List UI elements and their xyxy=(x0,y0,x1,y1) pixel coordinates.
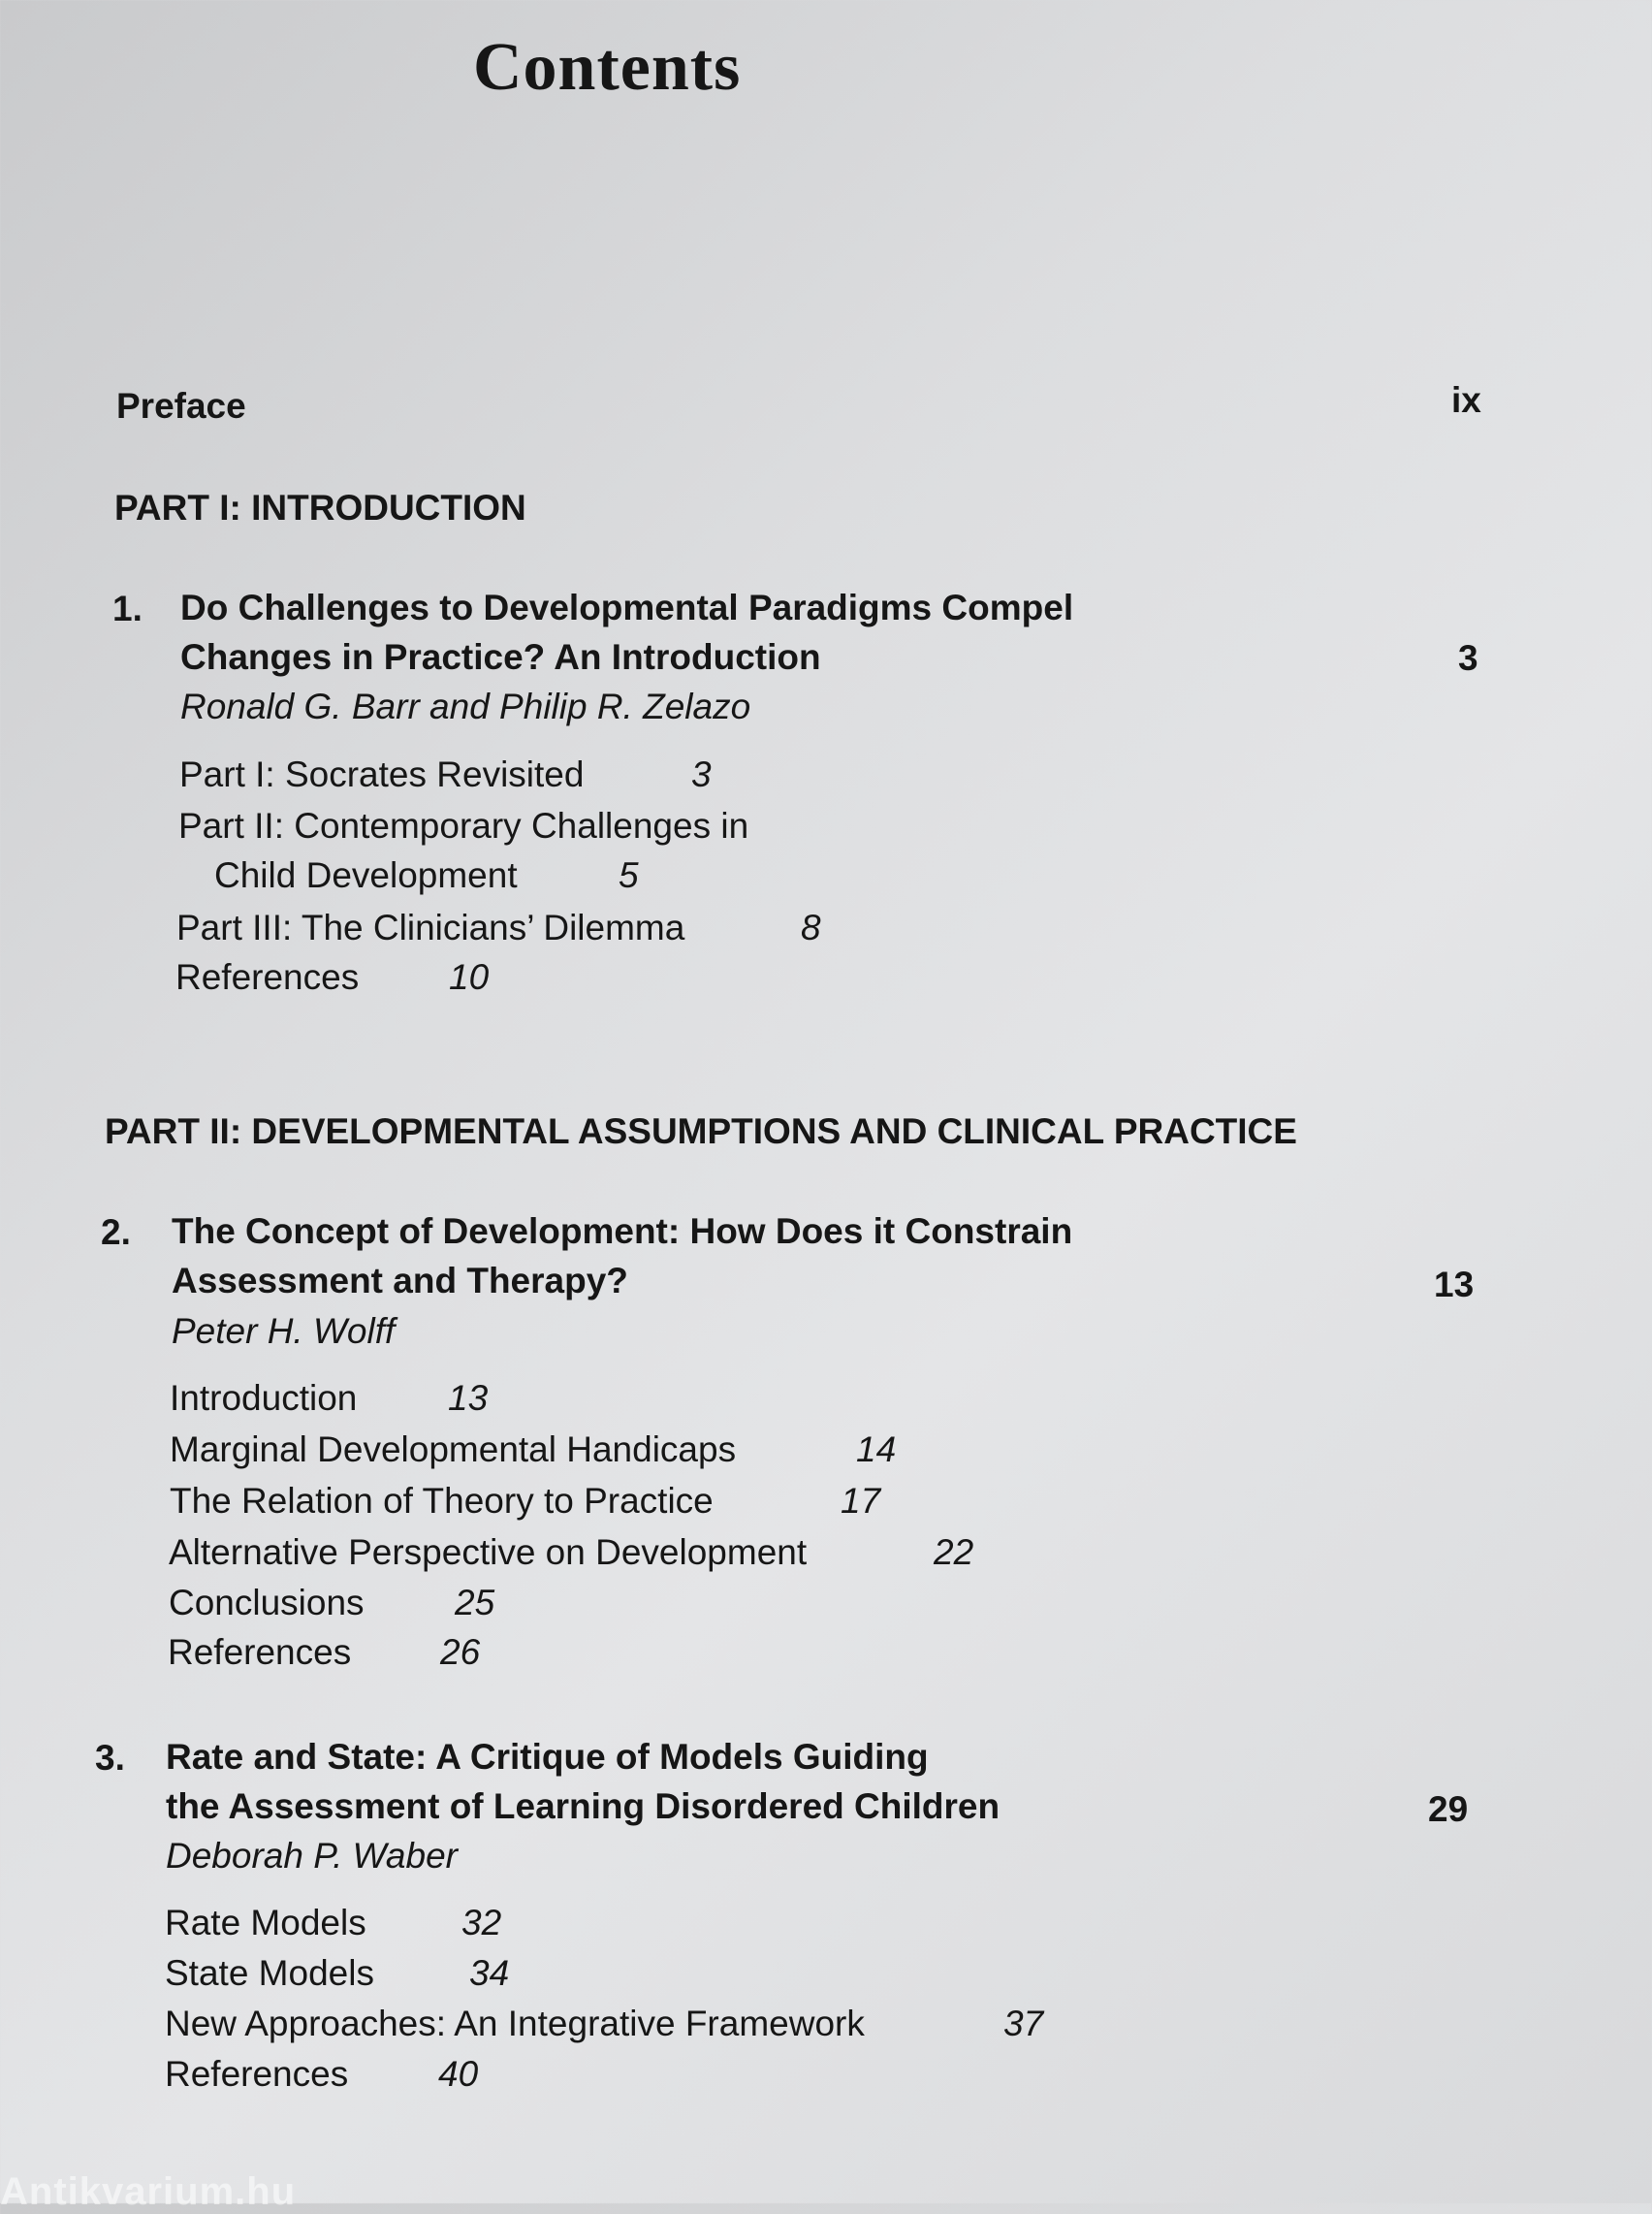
chapter-title-line: Changes in Practice? An Introduction xyxy=(180,637,821,677)
chapter-number: 3. xyxy=(95,1738,125,1778)
chapter-page: 13 xyxy=(1434,1265,1475,1304)
watermark-text: Antikvarium.hu xyxy=(0,2170,297,2213)
section-page: 32 xyxy=(461,1903,502,1942)
part-heading: PART II: DEVELOPMENTAL ASSUMPTIONS AND CLINICAL PRACTICE xyxy=(105,1111,1297,1151)
section-label: The Relation of Theory to Practice xyxy=(170,1481,714,1521)
section-label: Part III: The Clinicians’ Dilemma xyxy=(176,908,685,947)
section-label: State Models xyxy=(165,1953,374,1993)
section-page: 40 xyxy=(438,2054,479,2094)
section-label: Child Development xyxy=(214,855,518,895)
section-label: Rate Models xyxy=(165,1903,366,1942)
section-page: 22 xyxy=(934,1532,974,1572)
chapter-title-line: Do Challenges to Developmental Paradigms Compel xyxy=(180,588,1074,627)
chapter-title-line: Rate and State: A Critique of Models Guiding xyxy=(166,1737,929,1777)
chapter-author: Peter H. Wolff xyxy=(172,1311,396,1351)
section-page: 25 xyxy=(455,1583,495,1622)
section-label: Alternative Perspective on Development xyxy=(169,1532,808,1572)
section-label: Marginal Developmental Handicaps xyxy=(170,1429,737,1469)
chapter-author: Ronald G. Barr and Philip R. Zelazo xyxy=(180,687,751,726)
section-page: 34 xyxy=(469,1953,510,1993)
section-label: Conclusions xyxy=(169,1583,365,1622)
chapter-title-line: the Assessment of Learning Disordered Children xyxy=(166,1786,1001,1826)
chapter-author: Deborah P. Waber xyxy=(166,1836,458,1876)
chapter-title-line: The Concept of Development: How Does it Constrain xyxy=(172,1211,1073,1251)
section-label: Part II: Contemporary Challenges in xyxy=(178,806,749,846)
section-page: 8 xyxy=(801,908,821,947)
section-page: 17 xyxy=(841,1481,881,1521)
section-label: New Approaches: An Integrative Framework xyxy=(165,2004,865,2043)
section-label: Introduction xyxy=(170,1378,358,1418)
page-title: Contents xyxy=(473,30,742,105)
chapter-page: 3 xyxy=(1458,638,1478,678)
chapter-number: 2. xyxy=(101,1212,131,1252)
preface-label: Preface xyxy=(116,386,246,426)
section-label: References xyxy=(168,1632,352,1672)
chapter-page: 29 xyxy=(1428,1789,1469,1829)
section-label: Part I: Socrates Revisited xyxy=(179,754,585,794)
section-page: 14 xyxy=(856,1429,897,1469)
preface-page: ix xyxy=(1451,380,1481,420)
section-label: References xyxy=(165,2054,349,2094)
chapter-number: 1. xyxy=(112,589,143,628)
section-page: 10 xyxy=(449,957,490,997)
section-page: 26 xyxy=(440,1632,481,1672)
chapter-title-line: Assessment and Therapy? xyxy=(172,1261,628,1300)
section-page: 5 xyxy=(619,855,639,895)
section-page: 13 xyxy=(448,1378,489,1418)
part-heading: PART I: INTRODUCTION xyxy=(114,488,526,528)
section-page: 37 xyxy=(1003,2004,1044,2043)
section-label: References xyxy=(175,957,360,997)
section-page: 3 xyxy=(691,754,712,794)
